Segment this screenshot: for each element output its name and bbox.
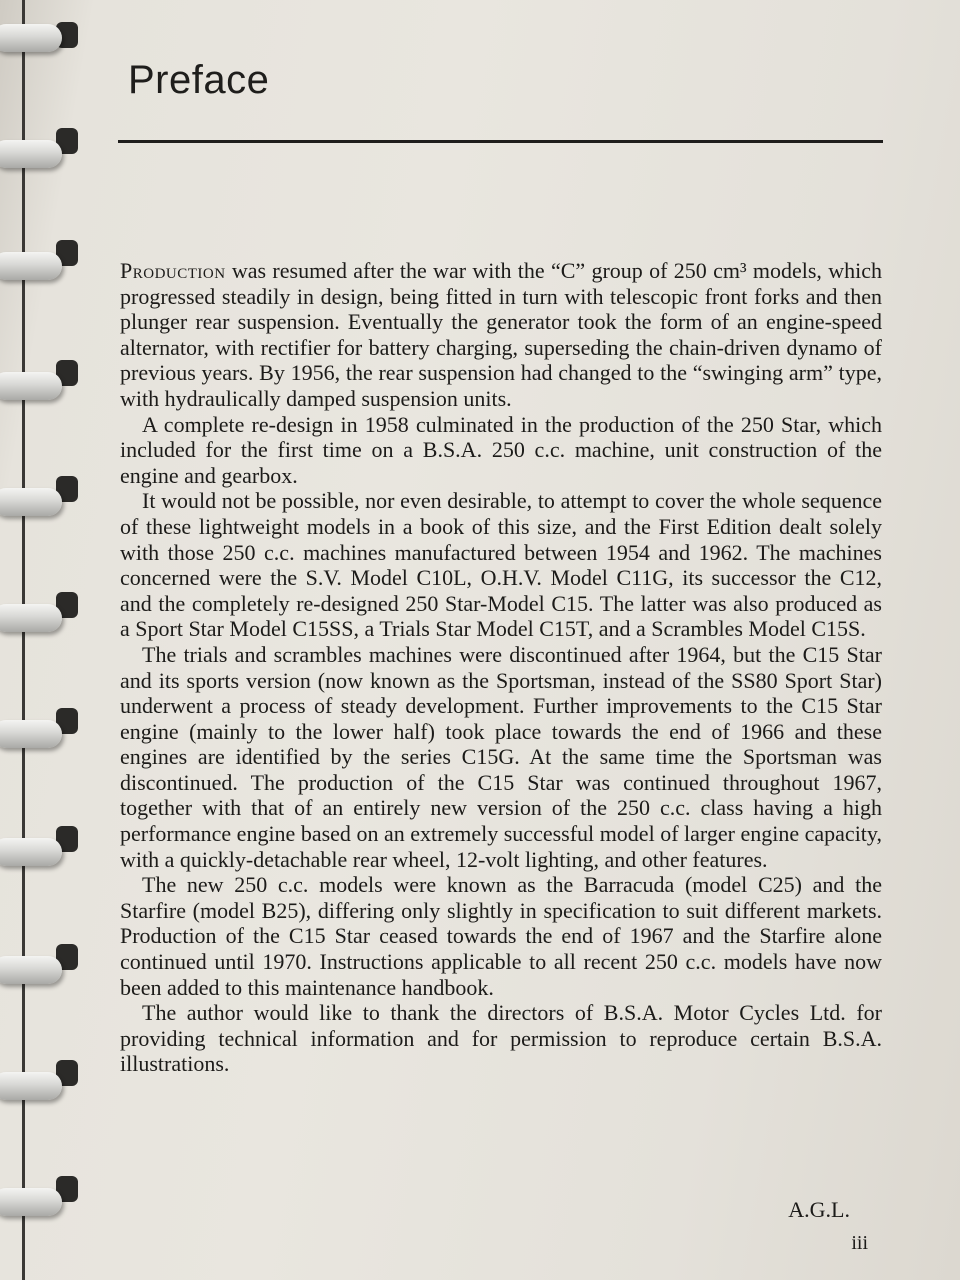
binding-coil <box>0 252 62 280</box>
binding-coil <box>0 604 62 632</box>
spiral-binding <box>0 0 90 1280</box>
title-rule <box>118 140 883 143</box>
binding-coil <box>0 372 62 400</box>
paragraph: The trials and scrambles machines were discontinued after 1964, but the C15 Star and its sports version (now known as the Sportsman, instead of the SS80 Sport Star) underwent a process of steady development. Further improvements to the C15 Star engine (mainly to the lower half) took place towards the end of 1966 and these engines are identified by the series C15G. At the same time the Sportsman was discontinued. The production of the C15 Star was continued throughout 1967, together with that of an entirely new version of the 250 c.c. class having a high performance engine based on an extremely successful model of larger engine capacity, with a quickly-detachable rear wheel, 12-volt lighting, and other features. <box>120 641 882 872</box>
binding-coil <box>0 956 62 984</box>
paragraph: A complete re-design in 1958 culminated in the production of the 250 Star, which included for the first time on a B.S.A. 250 c.c. machine, unit construction of the engine and gearbox. <box>120 411 882 488</box>
binding-coil <box>0 140 62 168</box>
binding-coil <box>0 838 62 866</box>
page-number: iii <box>851 1232 868 1254</box>
binding-coil <box>0 720 62 748</box>
author-signature: A.G.L. <box>788 1197 850 1222</box>
binding-coil <box>0 1072 62 1100</box>
preface-body <box>120 258 882 1077</box>
paragraph: It would not be possible, nor even desirable, to attempt to cover the whole sequence of these lightweight models in a book of this size, and the First Edition dealt solely with those 250 c.c. machines manufactured between 1954 and 1962. The machines concerned were the S.V. Model C10L, O.H.V. Model C11G, its successor the C12, and the completely re-designed 250 Star-Model C15. The latter was also produced as a Sport Star Model C15SS, a Trials Star Model C15T, and a Scrambles Model C15S. <box>120 488 882 642</box>
paragraph: The author would like to thank the directors of B.S.A. Motor Cycles Ltd. for providing technical information and for permission to reproduce certain B.S.A. illustrations. <box>120 1000 882 1077</box>
page-title: Preface <box>128 58 270 102</box>
binding-coil <box>0 24 62 52</box>
binding-coil <box>0 1188 62 1216</box>
binding-coil <box>0 488 62 516</box>
lead-word: Production <box>120 258 226 283</box>
paragraph: The new 250 c.c. models were known as the Barracuda (model C25) and the Starfire (model B25), differing only slightly in specification to suit different markets. Production of the C15 Star ceased towards the end of 1967 and the Starfire alone continued until 1970. Instructions applicable to all recent 250 c.c. models have now been added to this maintenance handbook. <box>120 872 882 1000</box>
paragraph-text: was resumed after the war with the “C” group of 250 cm³ models, which progressed steadily in design, being fitted in turn with telescopic front forks and then plunger rear suspension. Eventually the generator took the form of an engine-speed alternator, with rectifier for battery charging, superseding the chain-driven dynamo of previous years. By 1956, the rear suspension had changed to the “swinging arm” type, with hydraulically damped suspension units. <box>120 258 882 411</box>
paragraph <box>120 258 882 412</box>
